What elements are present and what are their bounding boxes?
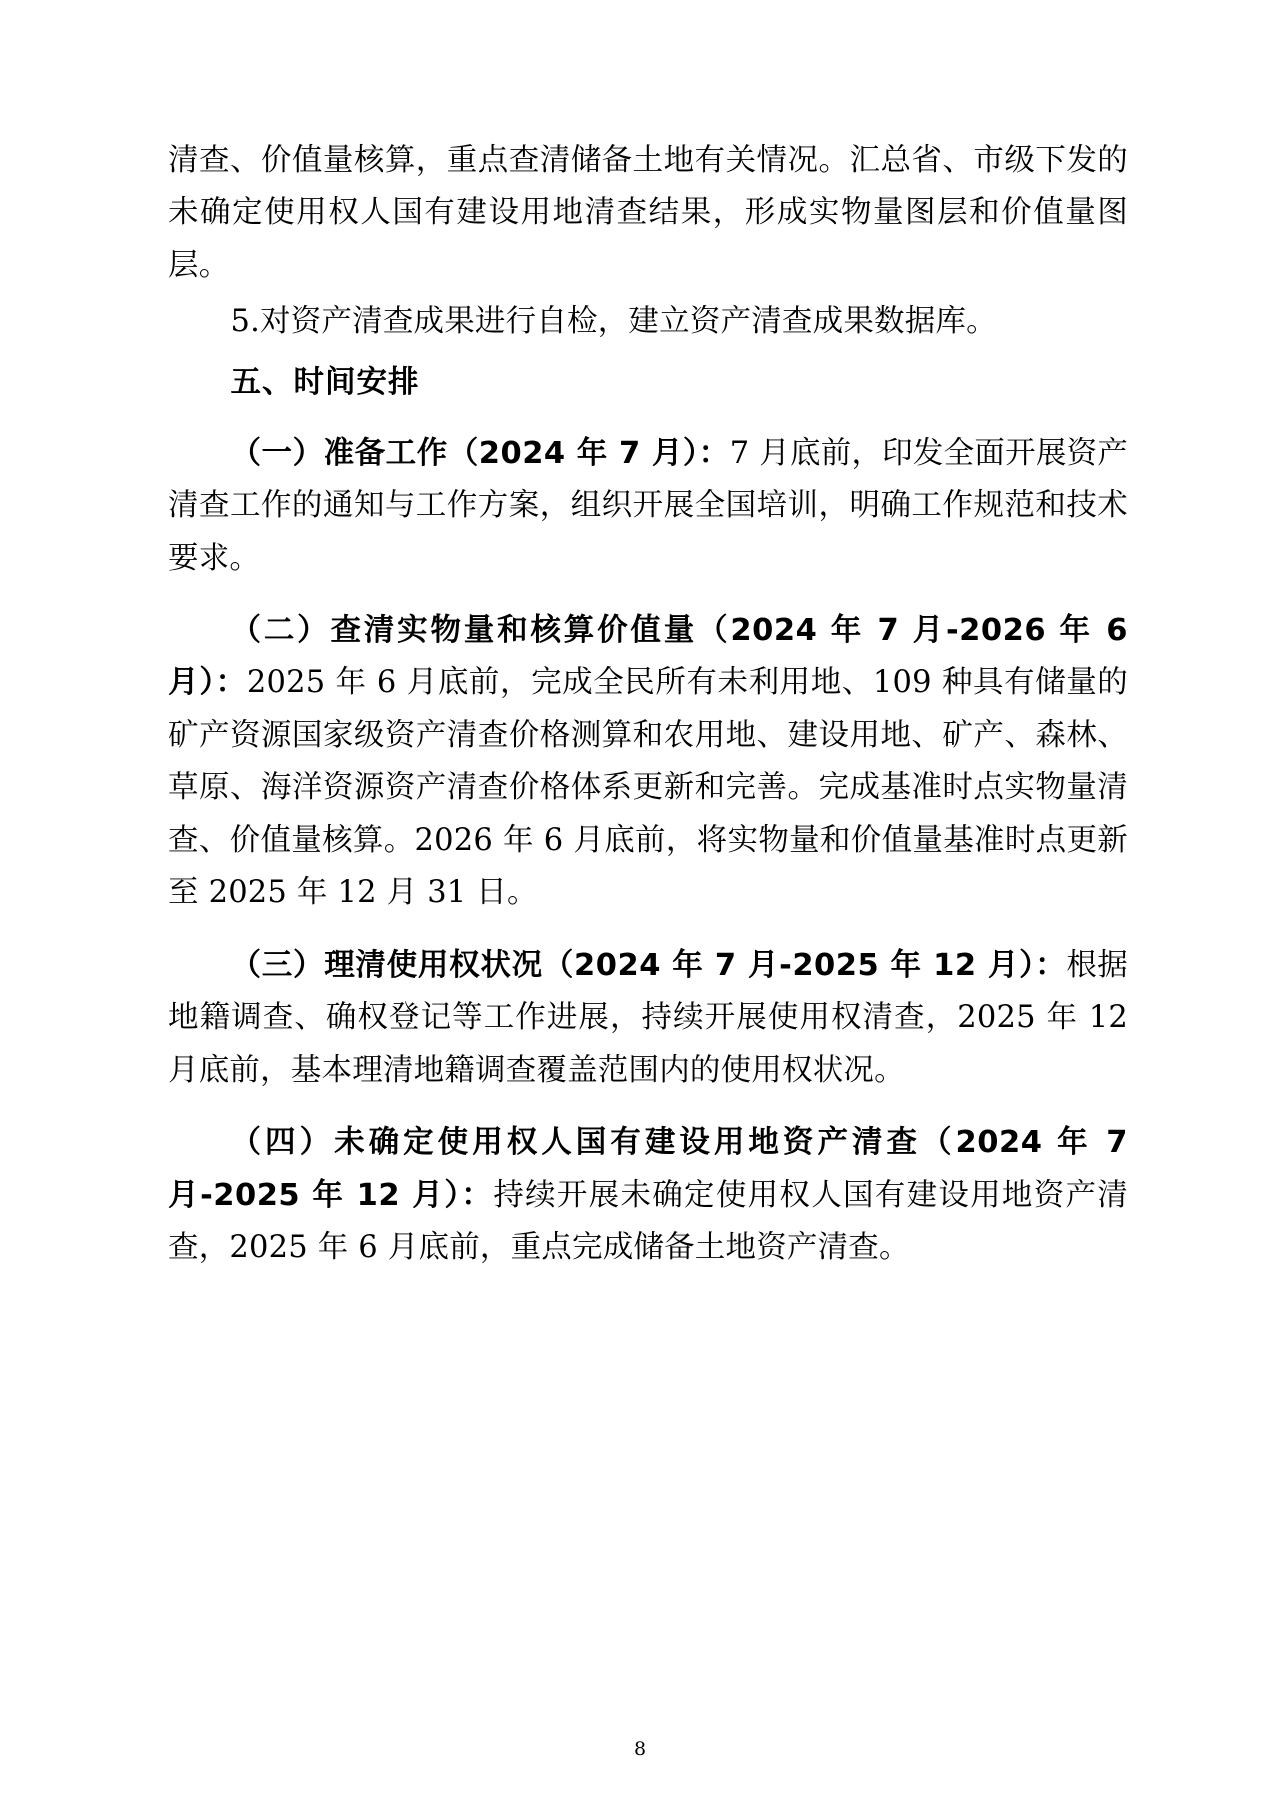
page-number: 8 xyxy=(633,1738,647,1760)
schedule-item-3-label: （三）理清使用权状况（2024 年 7 月-2025 年 12 月）： xyxy=(230,947,1067,983)
schedule-item-4-text: 持续开展未确定使用权人国有建设用地资产清查，2025 年 6 月底前，重点完成储备土地资产清查。 xyxy=(168,1177,1128,1265)
schedule-item-4 xyxy=(168,1117,1128,1274)
document-body xyxy=(168,135,1128,1274)
schedule-item-2-label: （二）查清实物量和核算价值量（2024 年 7 月-2026 年 6 月）： xyxy=(168,612,1128,701)
paragraph-item-5: 5.对资产清查成果进行自检，建立资产清查成果数据库。 xyxy=(230,304,997,340)
section-heading-schedule: 五、时间安排 xyxy=(230,364,420,400)
schedule-item-3 xyxy=(168,940,1128,1097)
schedule-item-2 xyxy=(168,605,1128,920)
schedule-item-1 xyxy=(168,428,1128,585)
schedule-item-2-text: 2025 年 6 月底前，完成全民所有未利用地、109 种具有储量的矿产资源国家级资产清查价格测算和农用地、建设用地、矿产、森林、草原、海洋资源资产清查价格体系更新和完善。完成基准时点实物量清查、价值量核算。2026 年 6 月底前，将实物量和价值量基准时点更新至 2025 年 12 月 31 日。 xyxy=(168,665,1128,911)
schedule-item-1-text: 7 月底前，印发全面开展资产清查工作的通知与工作方案，组织开展全国培训，明确工作规范和技术要求。 xyxy=(168,435,1129,576)
paragraph-continued-inventory: 清查、价值量核算，重点查清储备土地有关情况。汇总省、市级下发的未确定使用权人国有建设用地清查结果，形成实物量图层和价值量图层。 xyxy=(168,143,1128,283)
schedule-item-3-text: 根据地籍调查、确权登记等工作进展，持续开展使用权清查，2025 年 12 月底前，基本理清地籍调查覆盖范围内的使用权状况。 xyxy=(168,947,1129,1088)
schedule-item-1-label: （一）准备工作（2024 年 7 月）： xyxy=(230,435,730,471)
schedule-item-4-label: （四）未确定使用权人国有建设用地资产清查（2024 年 7 月-2025 年 12 月）： xyxy=(168,1125,1128,1213)
